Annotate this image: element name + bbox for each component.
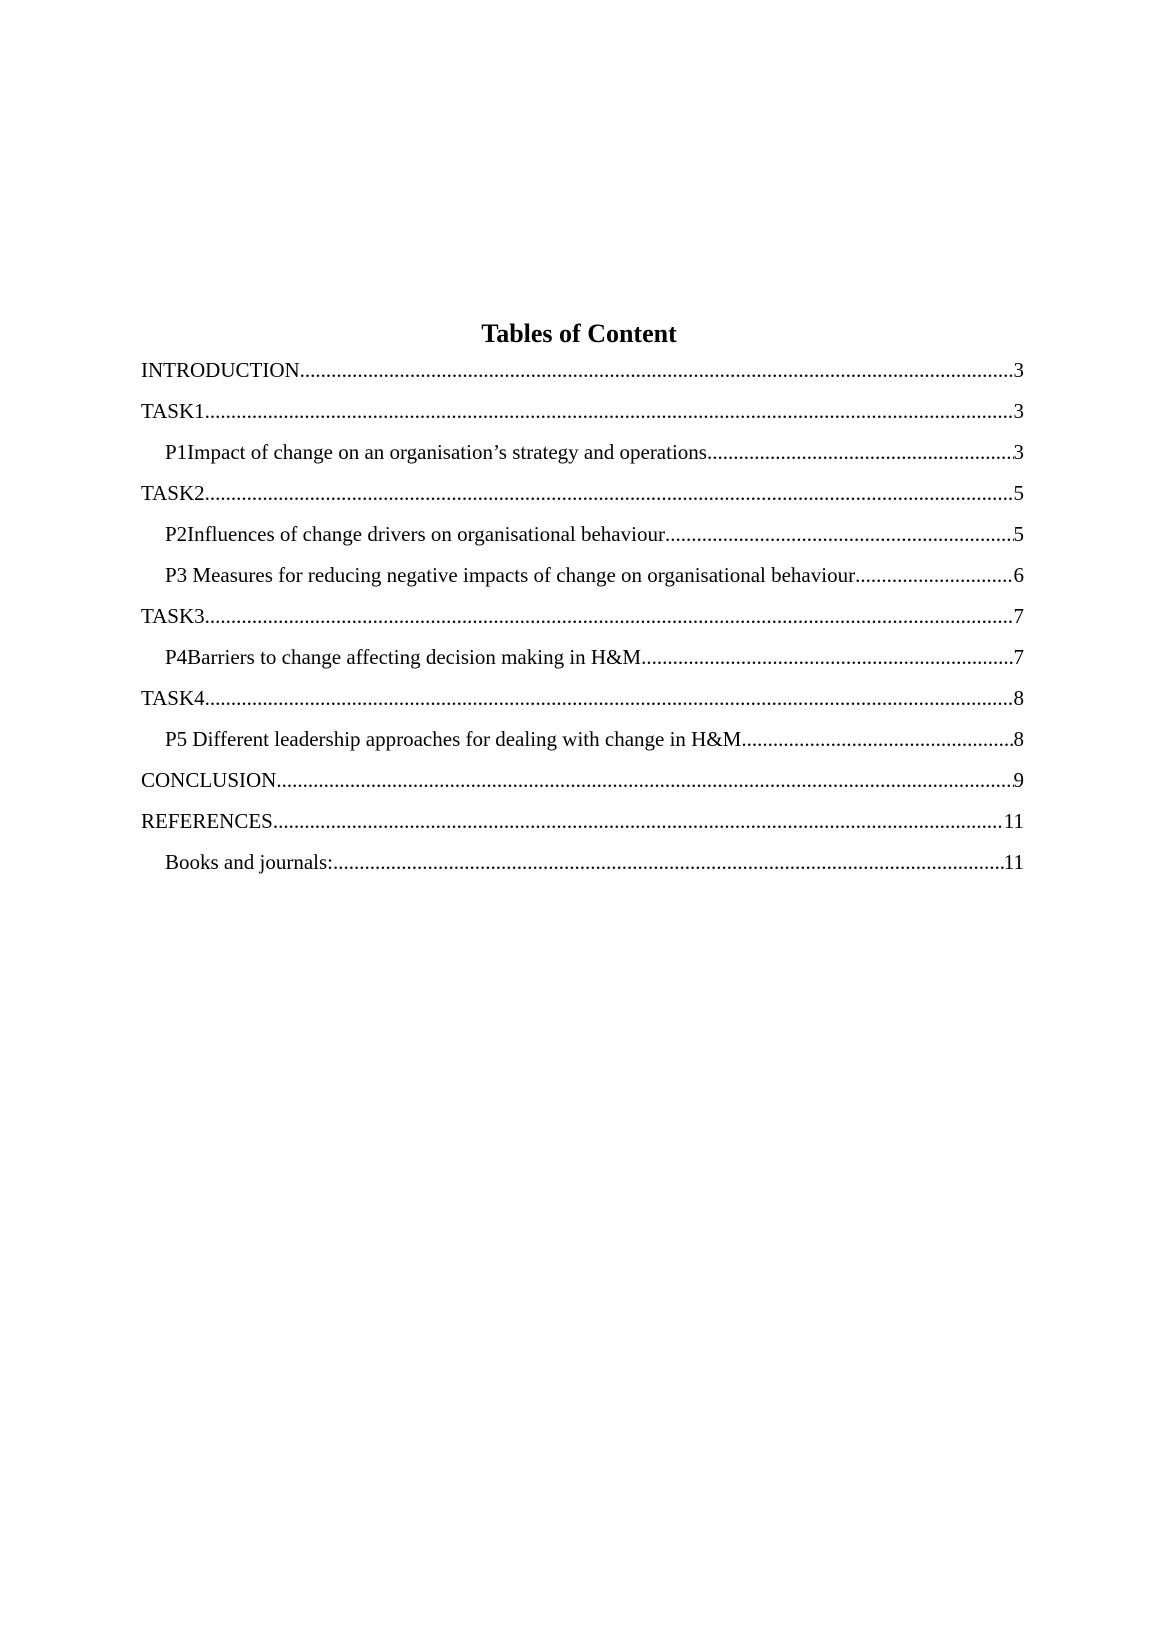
toc-entry-introduction[interactable]	[141, 355, 1024, 396]
toc-entry-label: CONCLUSION	[141, 768, 277, 792]
toc-entry-task1[interactable]	[141, 396, 1024, 437]
toc-entry-page: 3	[1013, 399, 1024, 423]
toc-entry-page: 9	[1013, 768, 1024, 792]
dot-leader	[855, 560, 1013, 590]
toc-entry-page: 11	[1003, 809, 1024, 833]
toc-entry-label: INTRODUCTION	[141, 358, 300, 382]
toc-entry-page: 3	[1013, 358, 1024, 382]
dot-leader	[741, 724, 1013, 754]
table-of-contents	[141, 355, 1024, 888]
toc-entry-references[interactable]	[141, 806, 1024, 847]
dot-leader	[333, 847, 1004, 877]
dot-leader	[205, 601, 1014, 631]
toc-entry-label: TASK2	[141, 481, 205, 505]
toc-entry-page: 7	[1013, 604, 1024, 628]
toc-entry-label: P1Impact of change on an organisation’s strategy and operations	[165, 440, 707, 464]
toc-entry-label: P4Barriers to change affecting decision making in H&M	[165, 645, 642, 669]
toc-entry-page: 6	[1013, 563, 1024, 587]
toc-entry-task2[interactable]	[141, 478, 1024, 519]
toc-entry-page: 8	[1013, 727, 1024, 751]
toc-entry-page: 3	[1013, 440, 1024, 464]
toc-entry-task4[interactable]	[141, 683, 1024, 724]
toc-entry-books-and-journals[interactable]	[141, 847, 1024, 888]
toc-entry-label: TASK1	[141, 399, 205, 423]
toc-entry-label: P3 Measures for reducing negative impacts of change on organisational behaviour	[165, 563, 856, 587]
toc-entry-page: 8	[1013, 686, 1024, 710]
toc-entry-label: TASK3	[141, 604, 205, 628]
toc-entry-p1[interactable]	[141, 437, 1024, 478]
dot-leader	[205, 478, 1014, 508]
toc-title: Tables of Content	[481, 319, 677, 348]
toc-entry-label: REFERENCES	[141, 809, 273, 833]
dot-leader	[300, 355, 1014, 385]
toc-entry-conclusion[interactable]	[141, 765, 1024, 806]
dot-leader	[641, 642, 1013, 672]
toc-entry-p2[interactable]	[141, 519, 1024, 560]
dot-leader	[205, 683, 1014, 713]
toc-entry-p5[interactable]	[141, 724, 1024, 765]
dot-leader	[205, 396, 1014, 426]
toc-entry-label: Books and journals:	[165, 850, 333, 874]
toc-entry-page: 11	[1003, 850, 1024, 874]
toc-entry-label: P2Influences of change drivers on organisational behaviour	[165, 522, 665, 546]
dot-leader	[273, 806, 1004, 836]
dot-leader	[707, 437, 1014, 467]
toc-entry-p3[interactable]	[141, 560, 1024, 601]
dot-leader	[276, 765, 1013, 795]
toc-entry-page: 5	[1013, 522, 1024, 546]
toc-entry-page: 7	[1013, 645, 1024, 669]
toc-entry-page: 5	[1013, 481, 1024, 505]
dot-leader	[665, 519, 1014, 549]
toc-entry-task3[interactable]	[141, 601, 1024, 642]
toc-entry-label: TASK4	[141, 686, 205, 710]
toc-entry-p4[interactable]	[141, 642, 1024, 683]
toc-entry-label: P5 Different leadership approaches for dealing with change in H&M	[165, 727, 742, 751]
